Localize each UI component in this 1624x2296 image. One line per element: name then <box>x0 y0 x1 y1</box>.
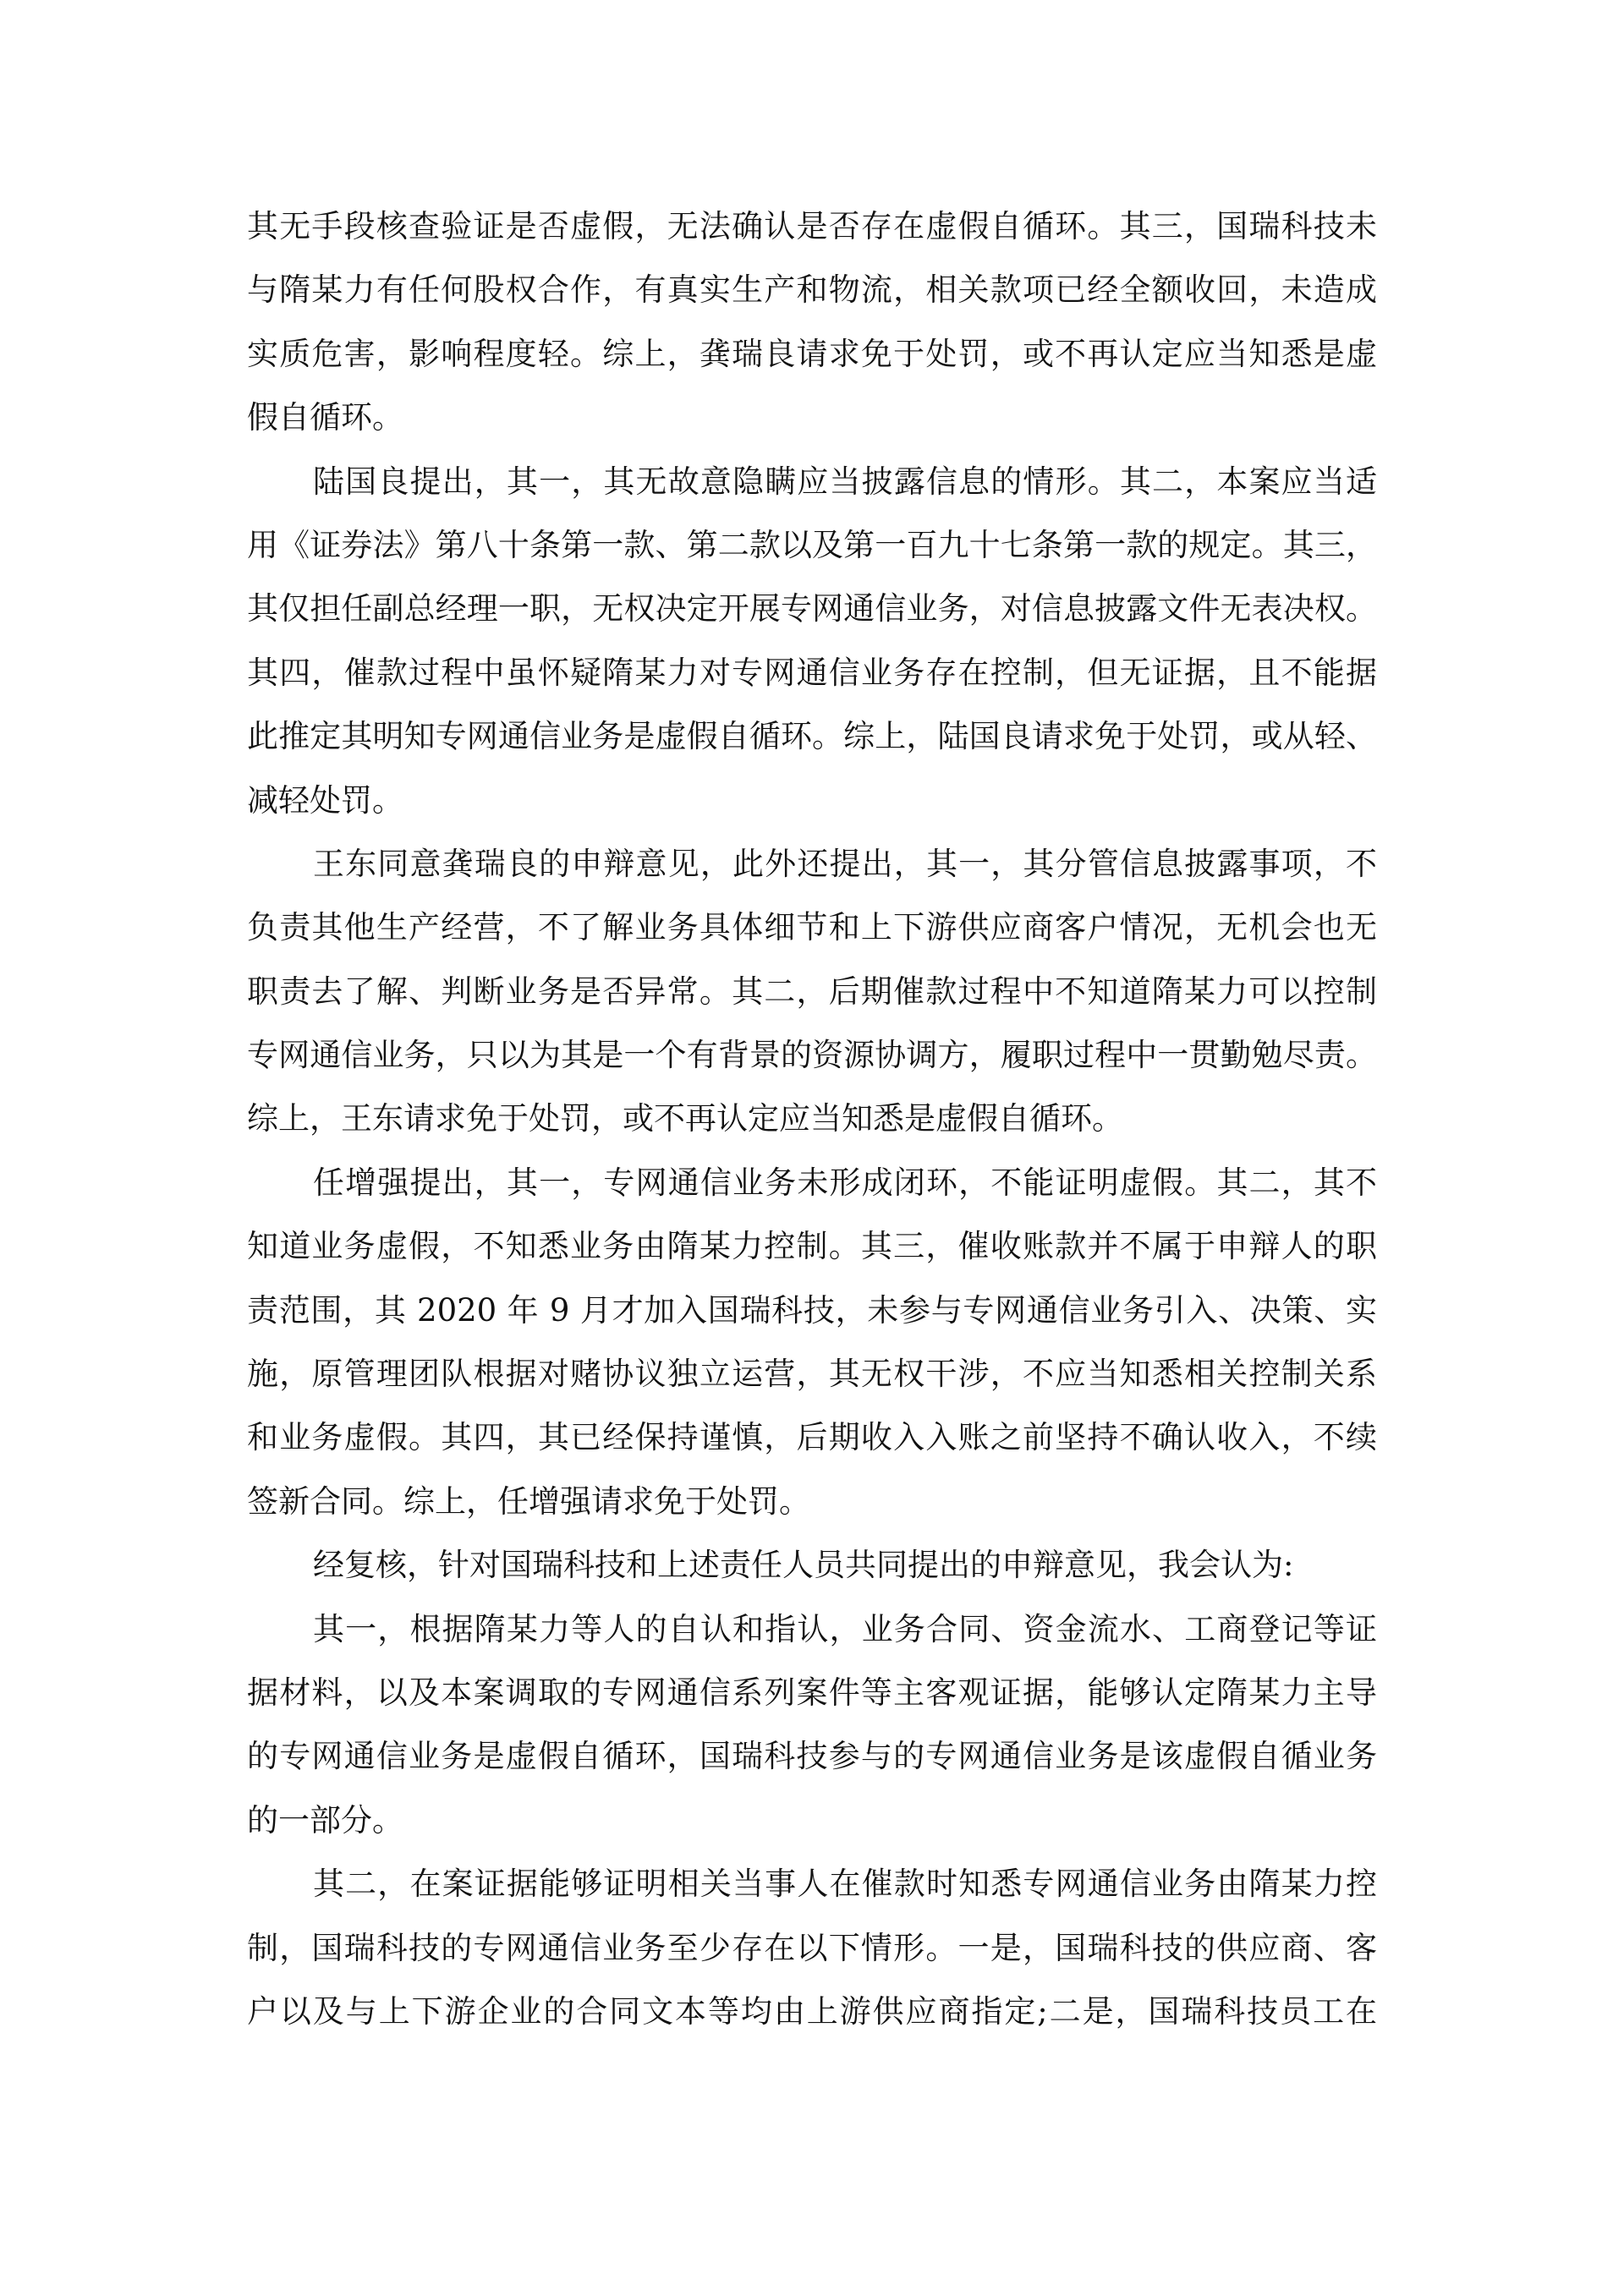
text-line: 综上，王东请求免于处罚，或不再认定应当知悉是虚假自循环。 <box>247 1100 1123 1137</box>
text-line: 知道业务虚假，不知悉业务由隋某力控制。其三，催收账款并不属于申辩人的职 <box>247 1228 1377 1265</box>
text-line: 其无手段核查验证是否虚假，无法确认是否存在虚假自循环。其三，国瑞科技未 <box>247 208 1377 244</box>
text-line: 其二，在案证据能够证明相关当事人在催款时知悉专网通信业务由隋某力控 <box>313 1866 1377 1903</box>
text-line: 的一部分。 <box>247 1801 403 1838</box>
text-line: 据材料，以及本案调取的专网通信系列案件等主客观证据，能够认定隋某力主导 <box>247 1674 1377 1711</box>
text-line: 实质危害，影响程度轻。综上，龚瑞良请求免于处罚，或不再认定应当知悉是虚 <box>247 335 1377 372</box>
paragraph-ren-zengqiang <box>247 1151 1377 1533</box>
paragraph-finding-one <box>247 1597 1377 1853</box>
text-line: 任增强提出，其一，专网通信业务未形成闭环，不能证明虚假。其二，其不 <box>313 1164 1377 1201</box>
text-line: 与隋某力有任何股权合作，有真实生产和物流，相关款项已经全额收回，未造成 <box>247 271 1377 309</box>
text-line: 的专网通信业务是虚假自循环，国瑞科技参与的专网通信业务是该虚假自循业务 <box>247 1738 1377 1775</box>
text-line: 其仅担任副总经理一职，无权决定开展专网通信业务，对信息披露文件无表决权。 <box>247 590 1377 627</box>
text-line: 经复核，针对国瑞科技和上述责任人员共同提出的申辩意见，我会认为: <box>313 1547 1294 1584</box>
text-line: 签新合同。综上，任增强请求免于处罚。 <box>247 1482 810 1520</box>
text-line: 责范围，其 2020 年 9 月才加入国瑞科技，未参与专网通信业务引入、决策、实 <box>247 1291 1377 1329</box>
text-line: 王东同意龚瑞良的申辩意见，此外还提出，其一，其分管信息披露事项，不 <box>313 845 1377 882</box>
paragraph-wang-dong <box>247 832 1377 1151</box>
text-line: 施，原管理团队根据对赌协议独立运营，其无权干涉，不应当知悉相关控制关系 <box>247 1356 1377 1393</box>
text-line: 专网通信业务，只以为其是一个有背景的资源协调方，履职过程中一贯勤勉尽责。 <box>247 1037 1377 1074</box>
paragraph-finding-two <box>247 1852 1377 2043</box>
text-line: 假自循环。 <box>247 399 403 436</box>
paragraph-gong-ruiliang-continued <box>247 195 1377 450</box>
text-line: 减轻处罚。 <box>247 781 403 819</box>
text-line: 制，国瑞科技的专网通信业务至少存在以下情形。一是，国瑞科技的供应商、客 <box>247 1929 1377 1966</box>
text-line: 户以及与上下游企业的合同文本等均由上游供应商指定;二是，国瑞科技员工在 <box>247 1992 1377 2030</box>
text-line: 此推定其明知专网通信业务是虚假自循环。综上，陆国良请求免于处罚，或从轻、 <box>247 718 1377 755</box>
text-line: 其四，催款过程中虽怀疑隋某力对专网通信业务存在控制，但无证据，且不能据 <box>247 654 1377 691</box>
paragraph-review-conclusion <box>247 1533 1377 1597</box>
paragraph-lu-guoliang <box>247 450 1377 832</box>
text-line: 职责去了解、判断业务是否异常。其二，后期催款过程中不知道隋某力可以控制 <box>247 973 1377 1010</box>
text-line: 用《证券法》第八十条第一款、第二款以及第一百九十七条第一款的规定。其三， <box>247 526 1377 563</box>
text-line: 其一，根据隋某力等人的自认和指认，业务合同、资金流水、工商登记等证 <box>313 1610 1377 1647</box>
text-line: 负责其他生产经营，不了解业务具体细节和上下游供应商客户情况，无机会也无 <box>247 909 1377 946</box>
document-body <box>247 195 1377 2043</box>
text-line: 陆国良提出，其一，其无故意隐瞒应当披露信息的情形。其二，本案应当适 <box>313 463 1377 500</box>
text-line: 和业务虚假。其四，其已经保持谨慎，后期收入入账之前坚持不确认收入，不续 <box>247 1419 1377 1456</box>
